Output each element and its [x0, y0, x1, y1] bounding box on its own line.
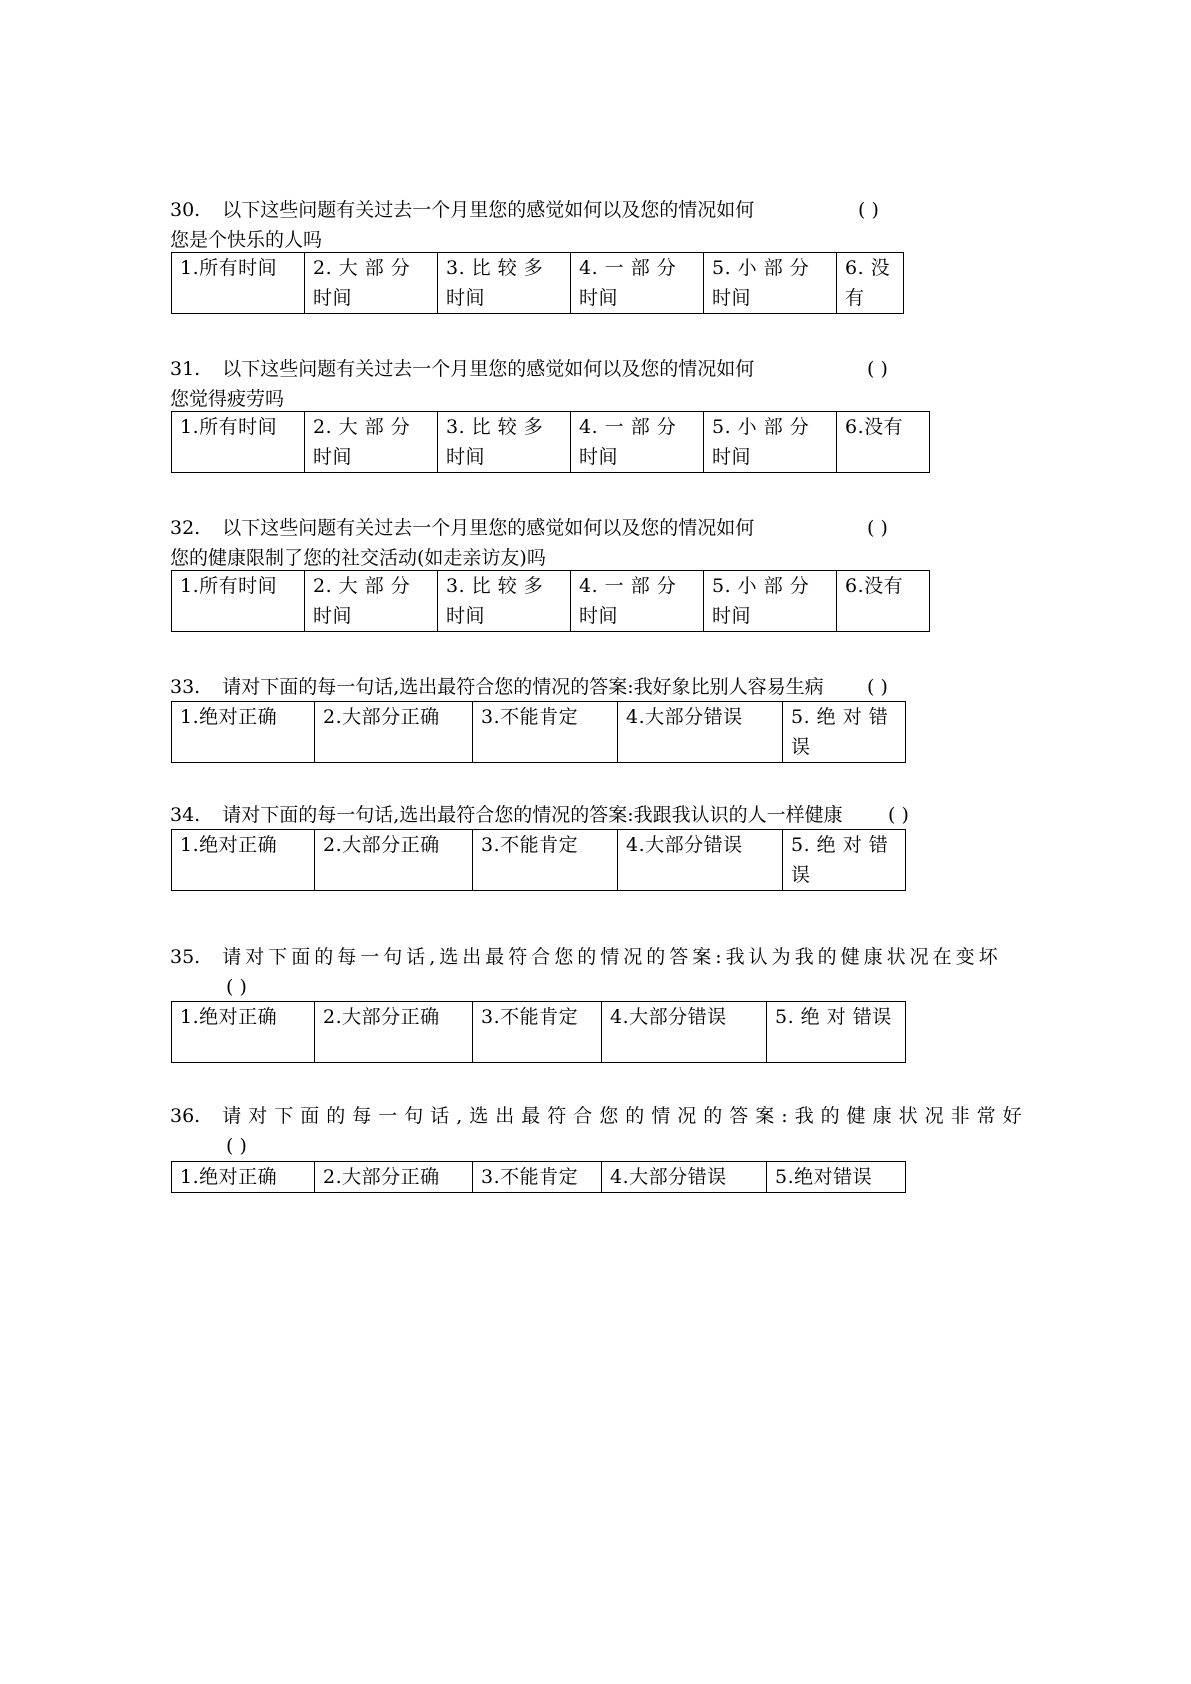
options-row: [172, 412, 930, 473]
question-header: [170, 672, 970, 702]
options-table-34: [171, 829, 906, 891]
option-3[interactable]: 3. 比 较 多 时间: [438, 253, 571, 314]
options-row: [172, 830, 906, 891]
question-header: [170, 942, 1002, 972]
option-5[interactable]: 5. 小 部 分 时间: [704, 412, 837, 473]
question-36: [170, 1101, 1029, 1161]
question-header: [170, 354, 970, 384]
options-table-31: [171, 411, 930, 473]
question-30: [170, 195, 970, 255]
option-1[interactable]: 1.绝对正确: [172, 1002, 315, 1063]
option-4[interactable]: 4.大部分错误: [618, 702, 783, 763]
option-6[interactable]: 6.没有: [837, 571, 930, 632]
option-3[interactable]: 3. 比 较 多 时间: [438, 412, 571, 473]
options-row: [172, 1002, 906, 1063]
option-4[interactable]: 4.大部分错误: [618, 830, 783, 891]
answer-blank[interactable]: ( ): [867, 358, 888, 380]
question-subtext: 您觉得疲劳吗: [170, 388, 285, 410]
question-number: 36.: [170, 1105, 201, 1127]
options-table-36: [171, 1161, 906, 1193]
option-3[interactable]: 3.不能肯定: [473, 830, 618, 891]
option-3[interactable]: 3.不能肯定: [473, 702, 618, 763]
options-table-35: [171, 1001, 906, 1063]
option-2[interactable]: 2.大部分正确: [315, 830, 473, 891]
option-4[interactable]: 4. 一 部 分 时间: [571, 571, 704, 632]
question-32: [170, 513, 970, 573]
question-31: [170, 354, 970, 414]
option-5[interactable]: 5. 小 部 分 时间: [704, 571, 837, 632]
question-35: [170, 942, 1002, 1002]
options-row: [172, 1162, 906, 1193]
option-1[interactable]: 1.绝对正确: [172, 830, 315, 891]
option-4[interactable]: 4.大部分错误: [602, 1162, 767, 1193]
question-number: 32.: [170, 517, 201, 539]
option-2[interactable]: 2. 大 部 分 时间: [305, 571, 438, 632]
option-3[interactable]: 3.不能肯定: [473, 1002, 602, 1063]
question-text: 请对下面的每一句话,选出最符合您的情况的答案:我认为我的健康状况在变坏: [222, 946, 1002, 968]
option-4[interactable]: 4. 一 部 分 时间: [571, 412, 704, 473]
option-4[interactable]: 4. 一 部 分 时间: [571, 253, 704, 314]
option-1[interactable]: 1.绝对正确: [172, 702, 315, 763]
question-text: 请对下面的每一句话,选出最符合您的情况的答案:我的健康状况非常好: [222, 1105, 1029, 1127]
option-2[interactable]: 2. 大 部 分 时间: [305, 412, 438, 473]
question-header: [170, 195, 970, 225]
question-number: 31.: [170, 358, 201, 380]
question-text: 请对下面的每一句话,选出最符合您的情况的答案:我跟我认识的人一样健康: [222, 804, 843, 826]
option-3[interactable]: 3.不能肯定: [473, 1162, 602, 1193]
question-subtext: 您是个快乐的人吗: [170, 229, 323, 251]
option-5[interactable]: 5. 绝 对 错误: [783, 830, 906, 891]
options-table-30: [171, 252, 904, 314]
options-row: [172, 571, 930, 632]
question-subtext: 您的健康限制了您的社交活动(如走亲访友)吗: [170, 547, 546, 569]
question-number: 33.: [170, 676, 201, 698]
option-1[interactable]: 1.绝对正确: [172, 1162, 315, 1193]
question-34: [170, 800, 970, 830]
answer-blank[interactable]: ( ): [888, 804, 909, 826]
question-number: 34.: [170, 804, 201, 826]
answer-blank[interactable]: ( ): [867, 517, 888, 539]
option-1[interactable]: 1.所有时间: [172, 253, 305, 314]
options-row: [172, 702, 906, 763]
answer-blank[interactable]: ( ): [226, 976, 247, 998]
options-table-32: [171, 570, 930, 632]
question-text: 以下这些问题有关过去一个月里您的感觉如何以及您的情况如何: [222, 199, 755, 221]
option-5[interactable]: 5. 绝 对 错误: [767, 1002, 906, 1063]
option-1[interactable]: 1.所有时间: [172, 412, 305, 473]
answer-blank[interactable]: ( ): [867, 676, 888, 698]
question-33: [170, 672, 970, 702]
options-table-33: [171, 701, 906, 763]
answer-blank[interactable]: ( ): [858, 199, 879, 221]
option-4[interactable]: 4.大部分错误: [602, 1002, 767, 1063]
question-header: [170, 800, 970, 830]
option-5[interactable]: 5. 绝 对 错误: [783, 702, 906, 763]
option-2[interactable]: 2. 大 部 分 时间: [305, 253, 438, 314]
question-text: 以下这些问题有关过去一个月里您的感觉如何以及您的情况如何: [222, 517, 755, 539]
question-text: 请对下面的每一句话,选出最符合您的情况的答案:我好象比别人容易生病: [222, 676, 824, 698]
option-5[interactable]: 5.绝对错误: [767, 1162, 906, 1193]
option-3[interactable]: 3. 比 较 多 时间: [438, 571, 571, 632]
option-2[interactable]: 2.大部分正确: [315, 702, 473, 763]
options-row: [172, 253, 904, 314]
question-header: [170, 513, 970, 543]
option-6[interactable]: 6. 没有: [837, 253, 904, 314]
answer-blank[interactable]: ( ): [226, 1135, 247, 1157]
option-1[interactable]: 1.所有时间: [172, 571, 305, 632]
option-2[interactable]: 2.大部分正确: [315, 1162, 473, 1193]
question-number: 30.: [170, 199, 201, 221]
option-5[interactable]: 5. 小 部 分 时间: [704, 253, 837, 314]
question-header: [170, 1101, 1029, 1131]
question-number: 35.: [170, 946, 201, 968]
option-2[interactable]: 2.大部分正确: [315, 1002, 473, 1063]
option-6[interactable]: 6.没有: [837, 412, 930, 473]
question-text: 以下这些问题有关过去一个月里您的感觉如何以及您的情况如何: [222, 358, 755, 380]
